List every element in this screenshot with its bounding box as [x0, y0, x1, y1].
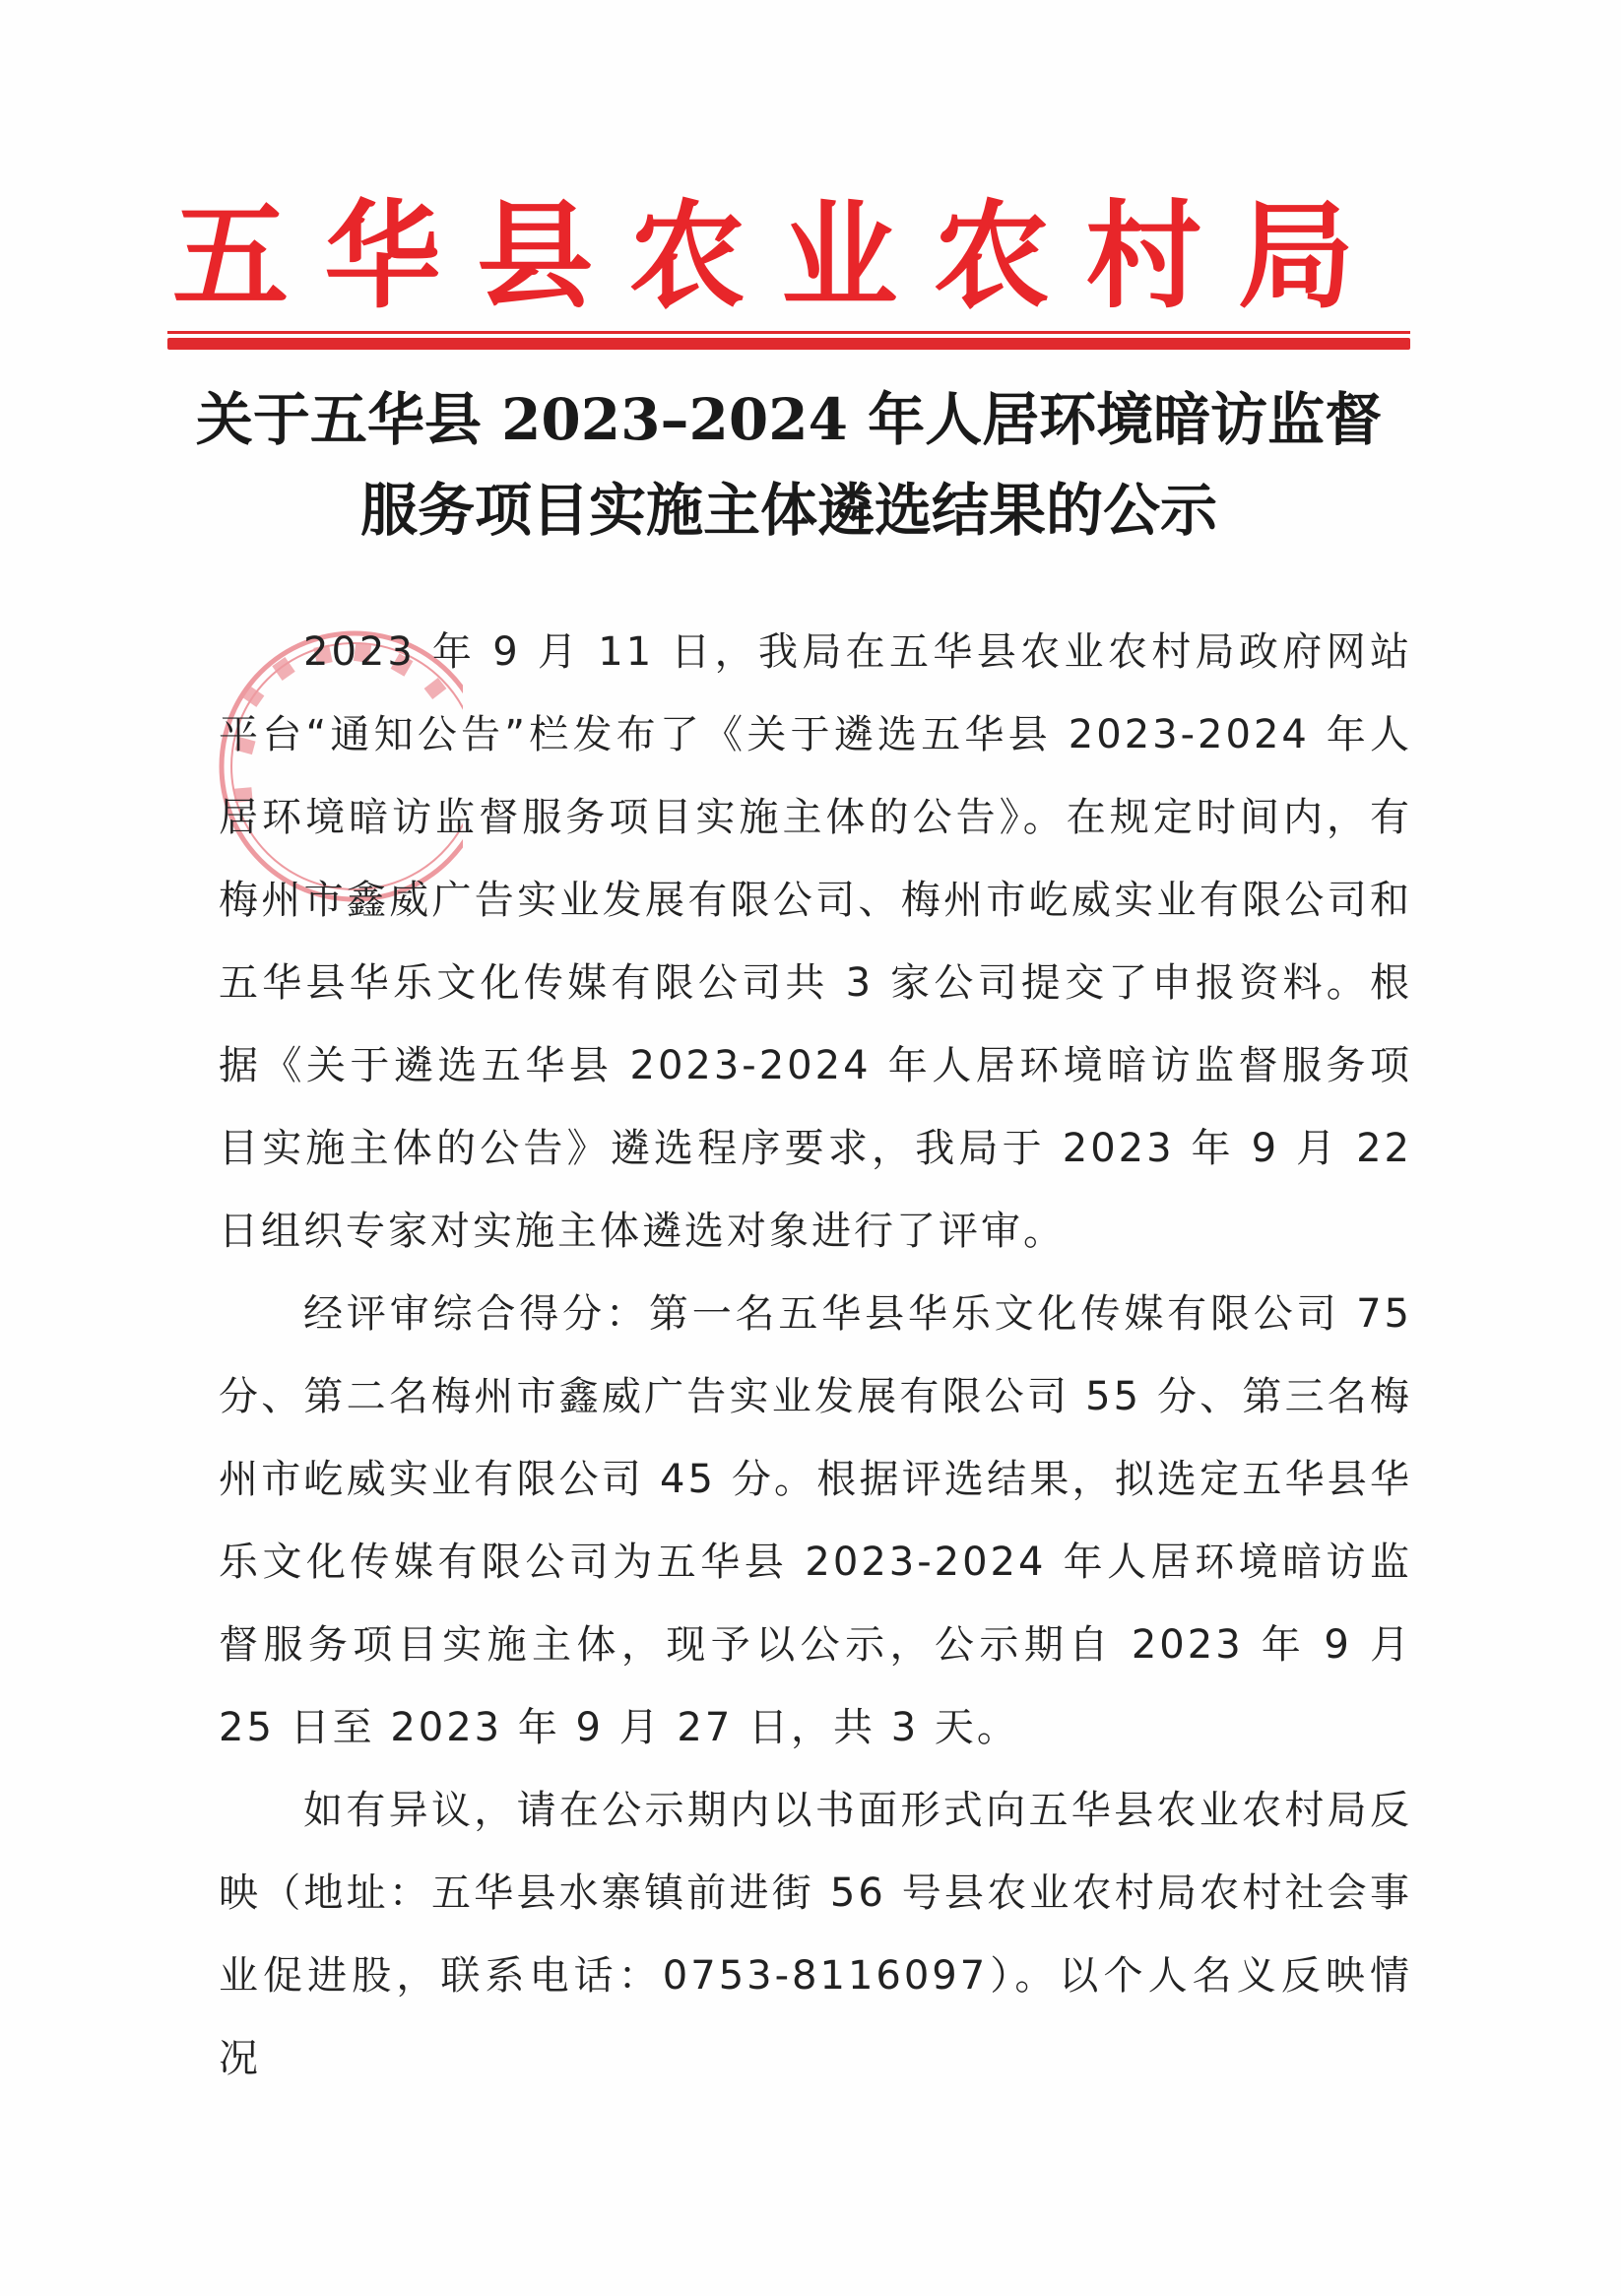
masthead-char: 局: [1237, 187, 1354, 324]
masthead-char: 村: [1085, 187, 1202, 324]
masthead-char: 县: [477, 187, 594, 324]
document-title-line-2: 服务项目实施主体遴选结果的公示: [359, 477, 1217, 544]
masthead-divider-thick: [167, 338, 1410, 350]
paragraph-selection-process: 2023 年 9 月 11 日，我局在五华县农业农村局政府网站平台“通知公告”栏发布了《关于遴选五华县 2023-2024 年人居环境暗访监督服务项目实施主体的公告》。在规定时间内，有梅州市鑫威广告实业发展有限公司、梅州市屹威实业有限公司和五华县华乐文化传媒有限公司共 3 家公司提交了申报资料。根据《关于遴选五华县 2023-2024 年人居环境暗访监督服务项目实施主体的公告》遴选程序要求，我局于 2023 年 9 月 22 日组织专家对实施主体遴选对象进行了评审。: [219, 629, 1412, 1254]
masthead-char: 业: [781, 187, 898, 324]
masthead-char: 五: [171, 187, 289, 324]
document-title: [167, 374, 1410, 556]
document-title-line-1: 关于五华县 2023–2024 年人居环境暗访监督: [195, 386, 1383, 453]
paragraph-evaluation-result: 经评审综合得分：第一名五华县华乐文化传媒有限公司 75 分、第二名梅州市鑫威广告实业发展有限公司 55 分、第三名梅州市屹威实业有限公司 45 分。根据评选结果，拟选定五华县华乐文化传媒有限公司为五华县 2023-2024 年人居环境暗访监督服务项目实施主体，现予以公示，公示期自 2023 年 9 月 25 日至 2023 年 9 月 27 日，共 3 天。: [219, 1291, 1412, 1750]
notice-body: [219, 611, 1412, 2100]
masthead-char: 农: [933, 187, 1050, 324]
paragraph-objection-contact: 如有异议，请在公示期内以书面形式向五华县农业农村局反映（地址：五华县水寨镇前进街 56 号县农业农村局农村社会事业促进股，联系电话：0753-8116097）。以个人名义反映情况: [219, 1788, 1412, 2081]
issuing-authority-masthead: [167, 182, 1359, 330]
masthead-char: 农: [628, 187, 746, 324]
masthead-char: 华: [324, 187, 441, 324]
masthead-divider-thin: [167, 331, 1410, 334]
